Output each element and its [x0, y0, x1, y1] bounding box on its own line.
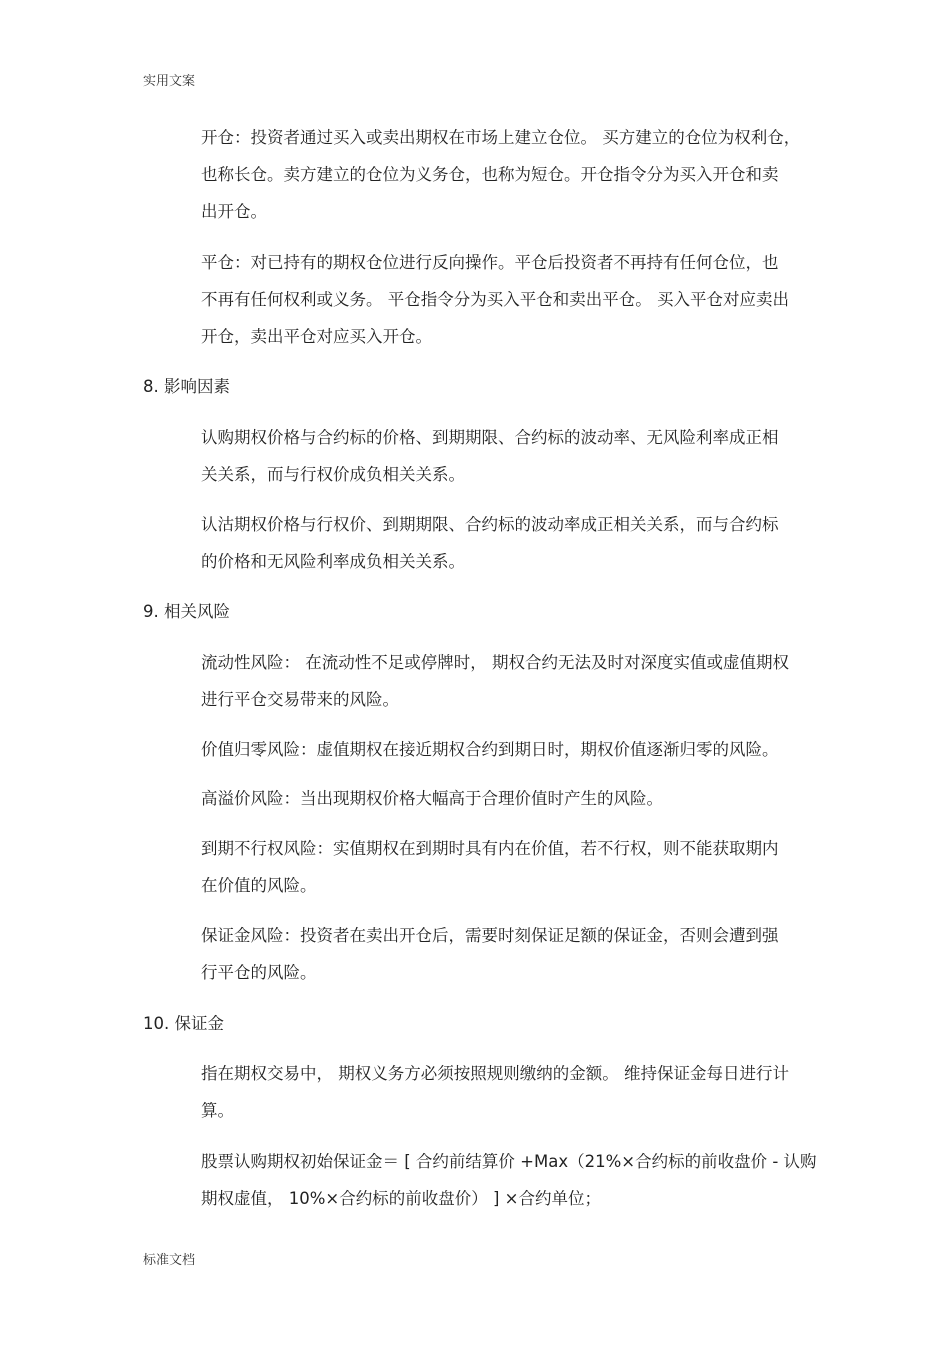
paragraph-line: 出开仓。	[201, 202, 267, 221]
paragraph	[201, 506, 866, 580]
paragraph-line: 流动性风险： 在流动性不足或停牌时， 期权合约无法及时对深度实值或虚值期权	[201, 653, 789, 672]
page-footer: 标准文档	[143, 1253, 196, 1268]
paragraph-line: 也称长仓。卖方建立的仓位为义务仓，也称为短仓。开仓指令分为买入开仓和卖	[201, 165, 779, 184]
paragraph-line: 关关系，而与行权价成负相关关系。	[201, 465, 465, 484]
paragraph-line: 在价值的风险。	[201, 876, 317, 895]
paragraph	[201, 644, 866, 718]
section-heading: 8. 影响因素	[143, 377, 230, 396]
paragraph-line: 开仓：投资者通过买入或卖出期权在市场上建立仓位。 买方建立的仓位为权利仓，	[201, 128, 801, 147]
paragraph	[201, 830, 866, 904]
paragraph-line: 的价格和无风险利率成负相关关系。	[201, 552, 465, 571]
paragraph-line: 进行平仓交易带来的风险。	[201, 690, 399, 709]
paragraph-line: 高溢价风险：当出现期权价格大幅高于合理价值时产生的风险。	[201, 789, 663, 808]
paragraph-line: 平仓：对已持有的期权仓位进行反向操作。平仓后投资者不再持有任何仓位，也	[201, 253, 779, 272]
paragraph-line: 认沽期权价格与行权价、到期期限、合约标的波动率成正相关关系，而与合约标	[201, 515, 779, 534]
paragraph-line: 认购期权价格与合约标的价格、到期期限、合约标的波动率、无风险利率成正相	[201, 428, 779, 447]
paragraph	[201, 917, 866, 991]
section-heading: 10. 保证金	[143, 1014, 224, 1033]
section-heading: 9. 相关风险	[143, 602, 230, 621]
paragraph-line: 指在期权交易中， 期权义务方必须按照规则缴纳的金额。 维持保证金每日进行计	[201, 1064, 789, 1083]
paragraph-line: 股票认购期权初始保证金＝ [ 合约前结算价 +Max（21%×合约标的前收盘价 - 认购	[201, 1152, 817, 1171]
paragraph-line: 不再有任何权利或义务。 平仓指令分为买入平仓和卖出平仓。 买入平仓对应卖出	[201, 290, 789, 309]
paragraph	[201, 244, 866, 355]
paragraph-line: 算。	[201, 1101, 234, 1120]
paragraph	[201, 731, 866, 768]
paragraph-line: 期权虚值， 10%×合约标的前收盘价） ] ×合约单位；	[201, 1189, 601, 1208]
paragraph-line: 到期不行权风险：实值期权在到期时具有内在价值，若不行权，则不能获取期内	[201, 839, 779, 858]
paragraph	[201, 119, 866, 230]
paragraph-line: 保证金风险：投资者在卖出开仓后，需要时刻保证足额的保证金，否则会遭到强	[201, 926, 779, 945]
paragraph-line: 价值归零风险：虚值期权在接近期权合约到期日时，期权价值逐渐归零的风险。	[201, 740, 779, 759]
page-header: 实用文案	[143, 74, 196, 89]
paragraph	[201, 1055, 866, 1129]
paragraph	[201, 419, 866, 493]
paragraph-line: 行平仓的风险。	[201, 963, 317, 982]
paragraph	[201, 1143, 866, 1217]
paragraph	[201, 780, 866, 817]
paragraph-line: 开仓，卖出平仓对应买入开仓。	[201, 327, 432, 346]
